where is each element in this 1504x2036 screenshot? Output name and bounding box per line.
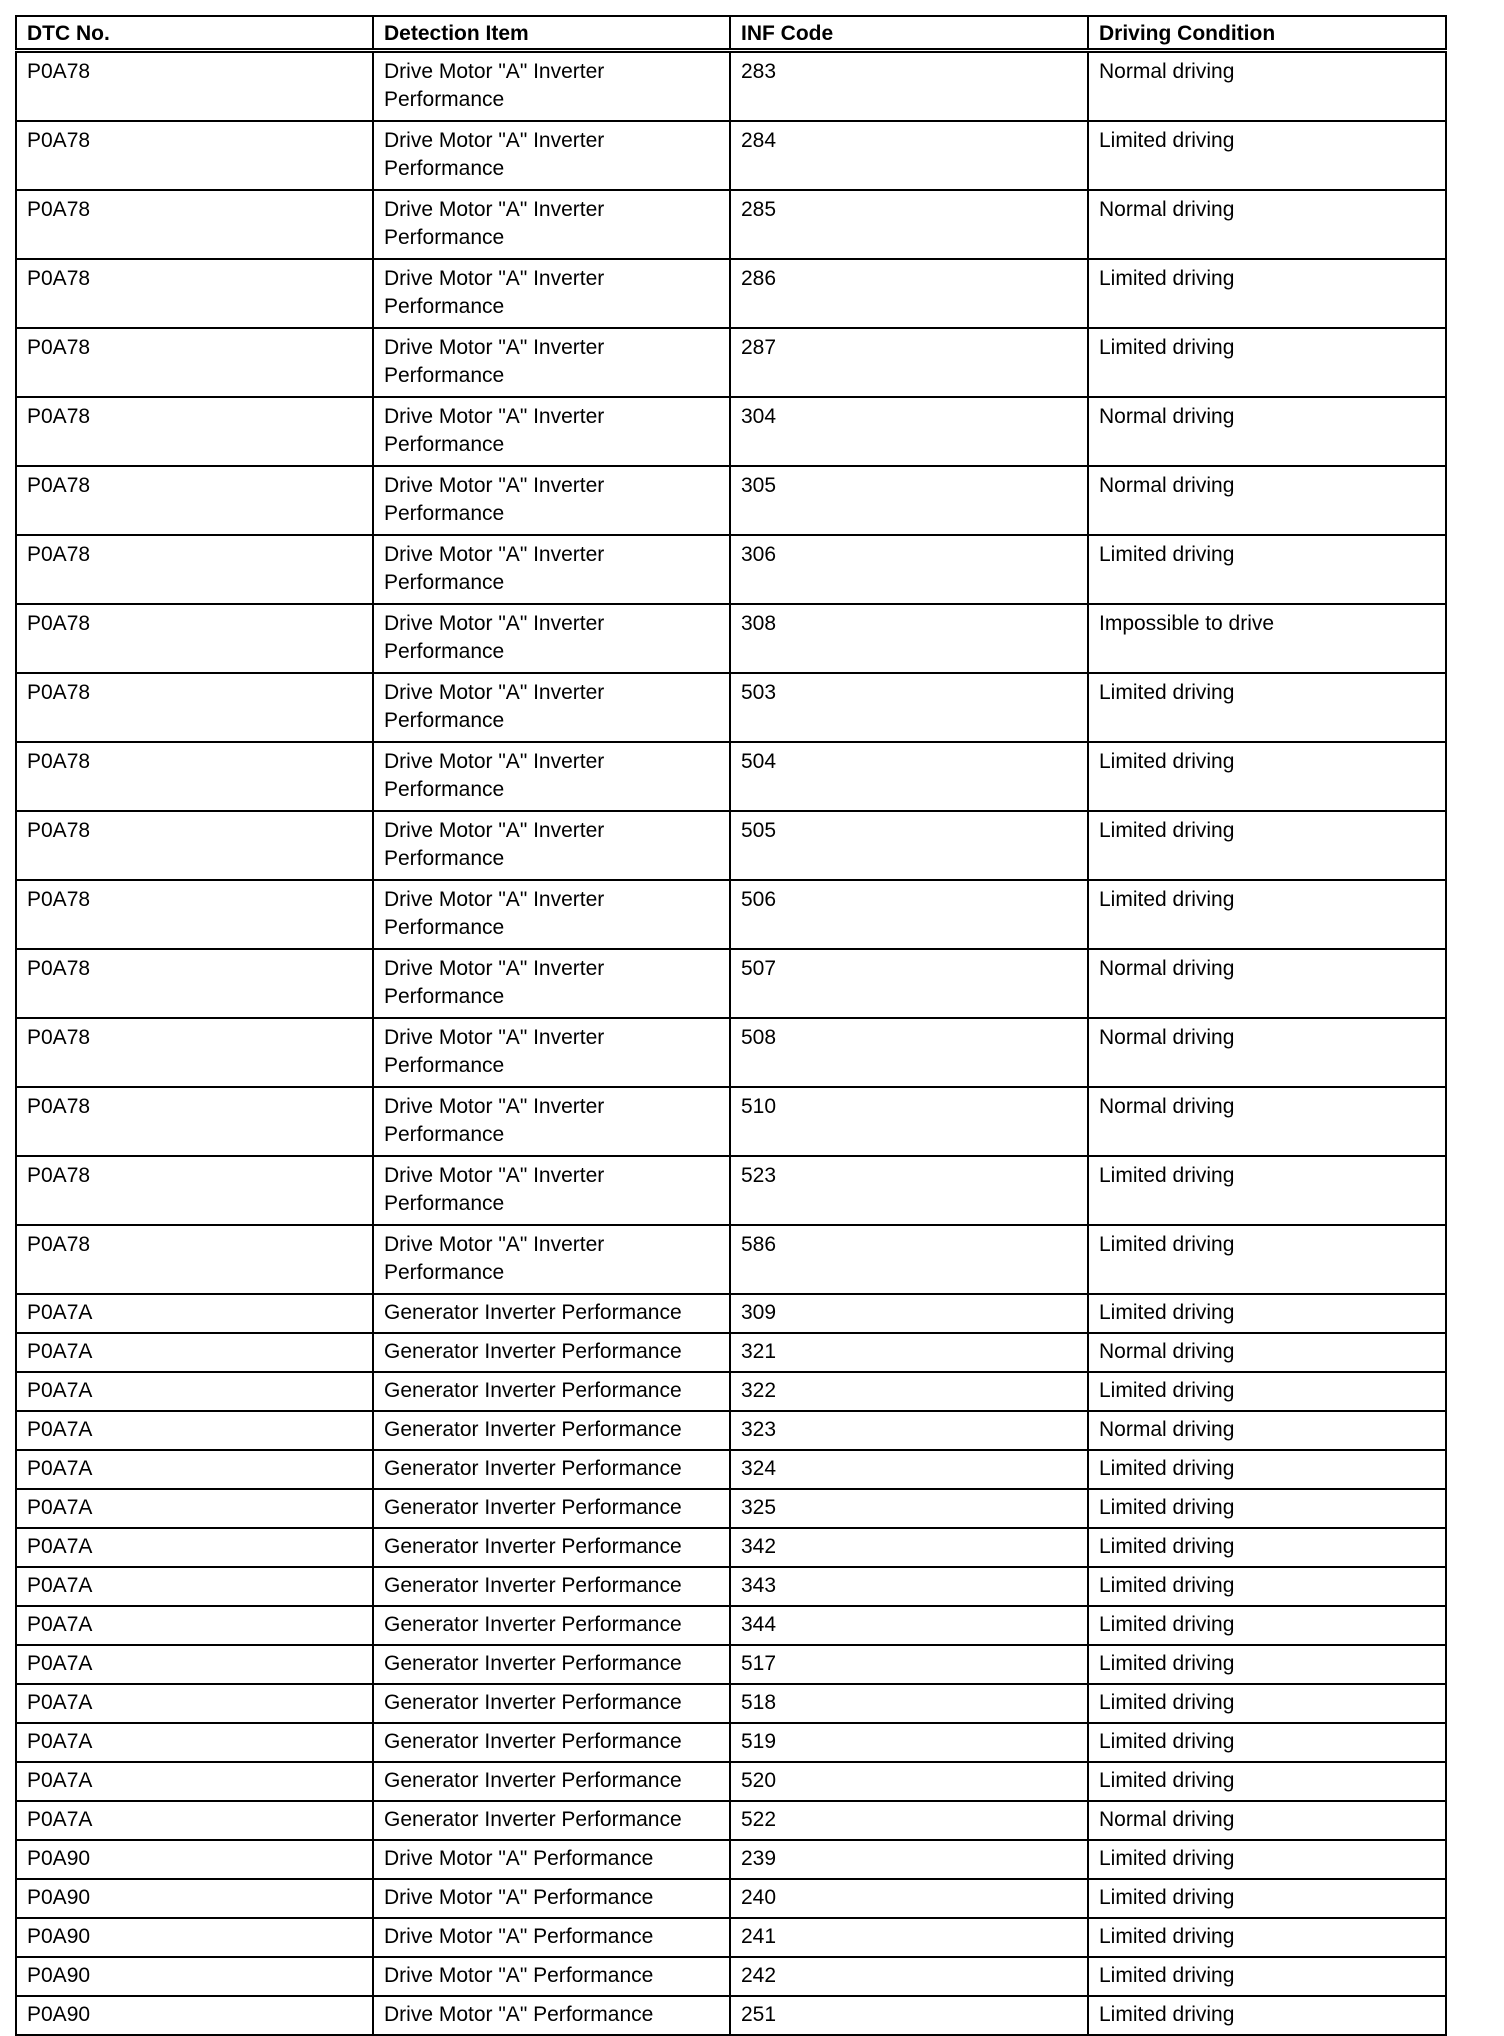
cell-dtc-no: P0A78 bbox=[16, 397, 373, 466]
cell-driving-condition: Limited driving bbox=[1088, 1294, 1446, 1333]
cell-driving-condition: Limited driving bbox=[1088, 673, 1446, 742]
cell-driving-condition: Limited driving bbox=[1088, 1918, 1446, 1957]
cell-inf-code: 240 bbox=[730, 1879, 1088, 1918]
cell-driving-condition: Normal driving bbox=[1088, 1087, 1446, 1156]
cell-dtc-no: P0A7A bbox=[16, 1606, 373, 1645]
table-row bbox=[16, 1294, 1446, 1333]
cell-inf-code: 342 bbox=[730, 1528, 1088, 1567]
table-row bbox=[16, 1879, 1446, 1918]
cell-driving-condition: Normal driving bbox=[1088, 466, 1446, 535]
cell-detection-item: Drive Motor "A" Inverter Performance bbox=[373, 1156, 730, 1225]
cell-inf-code: 518 bbox=[730, 1684, 1088, 1723]
cell-detection-item: Drive Motor "A" Performance bbox=[373, 1918, 730, 1957]
cell-detection-item: Drive Motor "A" Inverter Performance bbox=[373, 397, 730, 466]
cell-dtc-no: P0A78 bbox=[16, 190, 373, 259]
column-header-inf-code: INF Code bbox=[730, 16, 1088, 51]
cell-driving-condition: Limited driving bbox=[1088, 1723, 1446, 1762]
cell-dtc-no: P0A78 bbox=[16, 880, 373, 949]
cell-inf-code: 323 bbox=[730, 1411, 1088, 1450]
table-row bbox=[16, 1801, 1446, 1840]
cell-detection-item: Generator Inverter Performance bbox=[373, 1372, 730, 1411]
cell-driving-condition: Limited driving bbox=[1088, 1156, 1446, 1225]
column-header-dtc-no: DTC No. bbox=[16, 16, 373, 51]
cell-driving-condition: Normal driving bbox=[1088, 1018, 1446, 1087]
cell-dtc-no: P0A7A bbox=[16, 1645, 373, 1684]
dtc-table bbox=[15, 15, 1447, 2036]
table-row bbox=[16, 1372, 1446, 1411]
cell-driving-condition: Limited driving bbox=[1088, 1840, 1446, 1879]
cell-dtc-no: P0A78 bbox=[16, 466, 373, 535]
table-row bbox=[16, 811, 1446, 880]
cell-detection-item: Generator Inverter Performance bbox=[373, 1333, 730, 1372]
table-row bbox=[16, 466, 1446, 535]
table-row bbox=[16, 51, 1446, 122]
cell-driving-condition: Normal driving bbox=[1088, 51, 1446, 122]
cell-driving-condition: Normal driving bbox=[1088, 1411, 1446, 1450]
cell-driving-condition: Limited driving bbox=[1088, 259, 1446, 328]
cell-dtc-no: P0A7A bbox=[16, 1333, 373, 1372]
table-row bbox=[16, 742, 1446, 811]
cell-inf-code: 510 bbox=[730, 1087, 1088, 1156]
cell-inf-code: 241 bbox=[730, 1918, 1088, 1957]
table-row bbox=[16, 259, 1446, 328]
cell-inf-code: 517 bbox=[730, 1645, 1088, 1684]
cell-detection-item: Drive Motor "A" Inverter Performance bbox=[373, 742, 730, 811]
cell-driving-condition: Normal driving bbox=[1088, 190, 1446, 259]
cell-driving-condition: Limited driving bbox=[1088, 121, 1446, 190]
cell-detection-item: Drive Motor "A" Inverter Performance bbox=[373, 328, 730, 397]
cell-detection-item: Drive Motor "A" Inverter Performance bbox=[373, 190, 730, 259]
cell-inf-code: 284 bbox=[730, 121, 1088, 190]
cell-dtc-no: P0A7A bbox=[16, 1450, 373, 1489]
cell-inf-code: 321 bbox=[730, 1333, 1088, 1372]
cell-detection-item: Drive Motor "A" Inverter Performance bbox=[373, 259, 730, 328]
cell-dtc-no: P0A78 bbox=[16, 1018, 373, 1087]
cell-inf-code: 308 bbox=[730, 604, 1088, 673]
cell-inf-code: 508 bbox=[730, 1018, 1088, 1087]
table-row bbox=[16, 1762, 1446, 1801]
cell-inf-code: 586 bbox=[730, 1225, 1088, 1294]
cell-dtc-no: P0A7A bbox=[16, 1294, 373, 1333]
cell-driving-condition: Limited driving bbox=[1088, 535, 1446, 604]
cell-driving-condition: Normal driving bbox=[1088, 397, 1446, 466]
cell-driving-condition: Limited driving bbox=[1088, 328, 1446, 397]
cell-inf-code: 287 bbox=[730, 328, 1088, 397]
table-row bbox=[16, 1840, 1446, 1879]
cell-inf-code: 507 bbox=[730, 949, 1088, 1018]
cell-dtc-no: P0A7A bbox=[16, 1801, 373, 1840]
table-row bbox=[16, 1957, 1446, 1996]
cell-inf-code: 309 bbox=[730, 1294, 1088, 1333]
cell-detection-item: Drive Motor "A" Inverter Performance bbox=[373, 1225, 730, 1294]
table-row bbox=[16, 1489, 1446, 1528]
cell-detection-item: Drive Motor "A" Inverter Performance bbox=[373, 673, 730, 742]
cell-dtc-no: P0A78 bbox=[16, 121, 373, 190]
cell-detection-item: Generator Inverter Performance bbox=[373, 1645, 730, 1684]
cell-dtc-no: P0A90 bbox=[16, 1918, 373, 1957]
table-row bbox=[16, 1087, 1446, 1156]
cell-detection-item: Generator Inverter Performance bbox=[373, 1567, 730, 1606]
cell-driving-condition: Limited driving bbox=[1088, 1225, 1446, 1294]
cell-inf-code: 325 bbox=[730, 1489, 1088, 1528]
cell-inf-code: 523 bbox=[730, 1156, 1088, 1225]
cell-detection-item: Drive Motor "A" Inverter Performance bbox=[373, 880, 730, 949]
cell-detection-item: Drive Motor "A" Inverter Performance bbox=[373, 51, 730, 122]
table-row bbox=[16, 880, 1446, 949]
cell-detection-item: Drive Motor "A" Performance bbox=[373, 1879, 730, 1918]
cell-dtc-no: P0A78 bbox=[16, 1087, 373, 1156]
cell-driving-condition: Limited driving bbox=[1088, 811, 1446, 880]
cell-dtc-no: P0A78 bbox=[16, 673, 373, 742]
cell-detection-item: Generator Inverter Performance bbox=[373, 1450, 730, 1489]
table-row bbox=[16, 1567, 1446, 1606]
cell-inf-code: 522 bbox=[730, 1801, 1088, 1840]
column-header-driving-condition: Driving Condition bbox=[1088, 16, 1446, 51]
cell-inf-code: 506 bbox=[730, 880, 1088, 949]
table-row bbox=[16, 1225, 1446, 1294]
cell-driving-condition: Limited driving bbox=[1088, 1567, 1446, 1606]
table-row bbox=[16, 1996, 1446, 2035]
cell-driving-condition: Limited driving bbox=[1088, 1645, 1446, 1684]
cell-detection-item: Drive Motor "A" Inverter Performance bbox=[373, 121, 730, 190]
table-row bbox=[16, 121, 1446, 190]
cell-inf-code: 251 bbox=[730, 1996, 1088, 2035]
table-row bbox=[16, 604, 1446, 673]
cell-detection-item: Drive Motor "A" Inverter Performance bbox=[373, 604, 730, 673]
cell-dtc-no: P0A7A bbox=[16, 1411, 373, 1450]
cell-driving-condition: Impossible to drive bbox=[1088, 604, 1446, 673]
cell-driving-condition: Limited driving bbox=[1088, 1606, 1446, 1645]
cell-dtc-no: P0A78 bbox=[16, 259, 373, 328]
cell-inf-code: 505 bbox=[730, 811, 1088, 880]
table-row bbox=[16, 535, 1446, 604]
cell-driving-condition: Limited driving bbox=[1088, 1957, 1446, 1996]
cell-driving-condition: Limited driving bbox=[1088, 1489, 1446, 1528]
cell-dtc-no: P0A7A bbox=[16, 1372, 373, 1411]
cell-inf-code: 504 bbox=[730, 742, 1088, 811]
cell-driving-condition: Limited driving bbox=[1088, 1372, 1446, 1411]
cell-driving-condition: Limited driving bbox=[1088, 1528, 1446, 1567]
cell-detection-item: Generator Inverter Performance bbox=[373, 1528, 730, 1567]
cell-dtc-no: P0A78 bbox=[16, 1156, 373, 1225]
cell-dtc-no: P0A78 bbox=[16, 604, 373, 673]
cell-dtc-no: P0A7A bbox=[16, 1762, 373, 1801]
cell-inf-code: 344 bbox=[730, 1606, 1088, 1645]
table-row bbox=[16, 190, 1446, 259]
table-row bbox=[16, 1918, 1446, 1957]
cell-detection-item: Generator Inverter Performance bbox=[373, 1294, 730, 1333]
table-body bbox=[16, 51, 1446, 2036]
cell-detection-item: Drive Motor "A" Inverter Performance bbox=[373, 535, 730, 604]
cell-dtc-no: P0A78 bbox=[16, 328, 373, 397]
cell-detection-item: Drive Motor "A" Inverter Performance bbox=[373, 1087, 730, 1156]
table-header bbox=[16, 16, 1446, 51]
cell-inf-code: 306 bbox=[730, 535, 1088, 604]
cell-detection-item: Generator Inverter Performance bbox=[373, 1606, 730, 1645]
table-row bbox=[16, 1018, 1446, 1087]
cell-detection-item: Drive Motor "A" Inverter Performance bbox=[373, 949, 730, 1018]
cell-detection-item: Drive Motor "A" Performance bbox=[373, 1957, 730, 1996]
cell-dtc-no: P0A90 bbox=[16, 1840, 373, 1879]
cell-inf-code: 324 bbox=[730, 1450, 1088, 1489]
table-row bbox=[16, 1606, 1446, 1645]
table-row bbox=[16, 1645, 1446, 1684]
cell-inf-code: 503 bbox=[730, 673, 1088, 742]
cell-detection-item: Generator Inverter Performance bbox=[373, 1489, 730, 1528]
cell-inf-code: 285 bbox=[730, 190, 1088, 259]
cell-dtc-no: P0A7A bbox=[16, 1567, 373, 1606]
cell-dtc-no: P0A7A bbox=[16, 1489, 373, 1528]
table-row bbox=[16, 1723, 1446, 1762]
cell-detection-item: Drive Motor "A" Performance bbox=[373, 1840, 730, 1879]
cell-dtc-no: P0A90 bbox=[16, 1957, 373, 1996]
table-row bbox=[16, 1333, 1446, 1372]
cell-driving-condition: Normal driving bbox=[1088, 1801, 1446, 1840]
cell-driving-condition: Limited driving bbox=[1088, 1879, 1446, 1918]
cell-driving-condition: Limited driving bbox=[1088, 742, 1446, 811]
cell-inf-code: 304 bbox=[730, 397, 1088, 466]
cell-detection-item: Drive Motor "A" Performance bbox=[373, 1996, 730, 2035]
cell-inf-code: 242 bbox=[730, 1957, 1088, 1996]
table-row bbox=[16, 1156, 1446, 1225]
cell-dtc-no: P0A7A bbox=[16, 1684, 373, 1723]
cell-detection-item: Drive Motor "A" Inverter Performance bbox=[373, 1018, 730, 1087]
cell-inf-code: 519 bbox=[730, 1723, 1088, 1762]
table-row bbox=[16, 1528, 1446, 1567]
cell-detection-item: Generator Inverter Performance bbox=[373, 1723, 730, 1762]
cell-dtc-no: P0A90 bbox=[16, 1996, 373, 2035]
table-row bbox=[16, 1411, 1446, 1450]
cell-dtc-no: P0A78 bbox=[16, 811, 373, 880]
cell-inf-code: 286 bbox=[730, 259, 1088, 328]
cell-dtc-no: P0A78 bbox=[16, 1225, 373, 1294]
table-row bbox=[16, 673, 1446, 742]
cell-detection-item: Generator Inverter Performance bbox=[373, 1411, 730, 1450]
cell-dtc-no: P0A78 bbox=[16, 51, 373, 122]
cell-dtc-no: P0A90 bbox=[16, 1879, 373, 1918]
cell-detection-item: Generator Inverter Performance bbox=[373, 1762, 730, 1801]
cell-dtc-no: P0A7A bbox=[16, 1528, 373, 1567]
cell-driving-condition: Normal driving bbox=[1088, 949, 1446, 1018]
header-row bbox=[16, 16, 1446, 51]
cell-detection-item: Generator Inverter Performance bbox=[373, 1684, 730, 1723]
cell-driving-condition: Normal driving bbox=[1088, 1333, 1446, 1372]
cell-dtc-no: P0A78 bbox=[16, 742, 373, 811]
cell-driving-condition: Limited driving bbox=[1088, 1684, 1446, 1723]
cell-dtc-no: P0A78 bbox=[16, 949, 373, 1018]
cell-dtc-no: P0A7A bbox=[16, 1723, 373, 1762]
cell-detection-item: Drive Motor "A" Inverter Performance bbox=[373, 811, 730, 880]
cell-driving-condition: Limited driving bbox=[1088, 1762, 1446, 1801]
table-row bbox=[16, 397, 1446, 466]
cell-inf-code: 322 bbox=[730, 1372, 1088, 1411]
cell-inf-code: 305 bbox=[730, 466, 1088, 535]
cell-driving-condition: Limited driving bbox=[1088, 1450, 1446, 1489]
cell-dtc-no: P0A78 bbox=[16, 535, 373, 604]
cell-detection-item: Generator Inverter Performance bbox=[373, 1801, 730, 1840]
table-row bbox=[16, 1450, 1446, 1489]
cell-inf-code: 520 bbox=[730, 1762, 1088, 1801]
cell-driving-condition: Limited driving bbox=[1088, 880, 1446, 949]
cell-detection-item: Drive Motor "A" Inverter Performance bbox=[373, 466, 730, 535]
cell-driving-condition: Limited driving bbox=[1088, 1996, 1446, 2035]
cell-inf-code: 343 bbox=[730, 1567, 1088, 1606]
table-row bbox=[16, 949, 1446, 1018]
column-header-detection-item: Detection Item bbox=[373, 16, 730, 51]
table-row bbox=[16, 328, 1446, 397]
table-row bbox=[16, 1684, 1446, 1723]
cell-inf-code: 283 bbox=[730, 51, 1088, 122]
cell-inf-code: 239 bbox=[730, 1840, 1088, 1879]
